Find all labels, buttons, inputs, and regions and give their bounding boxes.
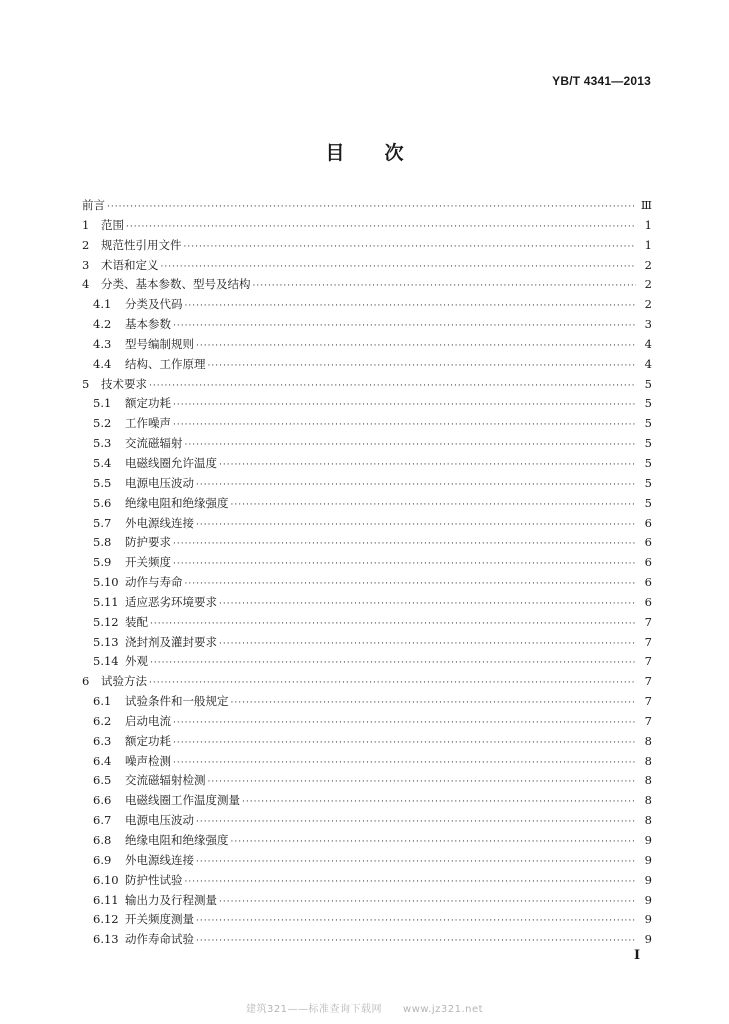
toc-entry[interactable] — [82, 672, 652, 692]
toc-entry-number: 6.12 — [93, 912, 119, 927]
toc-entry-number: 5.14 — [93, 654, 119, 669]
toc-entry[interactable] — [82, 573, 652, 593]
toc-entry-number: 5.10 — [93, 575, 119, 590]
toc-entry-page: 8 — [644, 773, 652, 788]
toc-entry[interactable] — [82, 871, 652, 891]
toc-entry-label: 电磁线圈工作温度测量 — [125, 793, 240, 808]
toc-entry-label: 术语和定义 — [101, 257, 159, 272]
toc-entry-label: 电源电压波动 — [125, 475, 194, 490]
toc-leader-dots — [185, 436, 637, 456]
toc-entry-number: 6.13 — [93, 932, 119, 947]
toc-entry-label: 绝缘电阻和绝缘强度 — [125, 495, 229, 510]
toc-entry[interactable] — [82, 335, 652, 355]
toc-entry-label: 防护性试验 — [125, 872, 183, 887]
toc-entry[interactable] — [82, 652, 652, 672]
toc-entry-page: 5 — [644, 416, 652, 431]
toc-entry[interactable] — [82, 315, 652, 335]
toc-entry-label: 适应恶劣环境要求 — [125, 594, 217, 609]
toc-entry-number: 5.12 — [93, 614, 119, 629]
toc-leader-dots — [173, 317, 636, 337]
toc-leader-dots — [185, 297, 637, 317]
toc-entry-page: 5 — [644, 455, 652, 470]
toc-entry-label: 开关频度 — [125, 555, 171, 570]
toc-leader-dots — [208, 773, 637, 793]
toc-entry-page: 2 — [644, 257, 652, 272]
toc-entry-page: 6 — [644, 555, 652, 570]
toc-entry[interactable] — [82, 692, 652, 712]
toc-entry-label: 输出力及行程测量 — [125, 892, 217, 907]
toc-entry-page: 9 — [644, 852, 652, 867]
toc-leader-dots — [196, 813, 636, 833]
toc-entry[interactable] — [82, 712, 652, 732]
toc-leader-dots — [173, 535, 636, 555]
toc-entry-page: 8 — [644, 813, 652, 828]
toc-entry-number: 6.6 — [93, 793, 112, 808]
toc-entry[interactable] — [82, 811, 652, 831]
toc-entry-label: 工作噪声 — [125, 416, 171, 431]
toc-entry-page: 2 — [644, 277, 652, 292]
toc-leader-dots — [219, 635, 636, 655]
toc-leader-dots — [196, 853, 636, 873]
toc-entry[interactable] — [82, 930, 652, 950]
toc-entry-page: 4 — [644, 336, 652, 351]
table-of-contents — [82, 196, 652, 950]
toc-entry-label: 范围 — [101, 217, 124, 232]
toc-entry-number: 6.2 — [93, 713, 112, 728]
toc-entry-label: 外观 — [125, 654, 148, 669]
toc-entry-number: 5.9 — [93, 555, 112, 570]
toc-entry-label: 分类、基本参数、型号及结构 — [101, 277, 251, 292]
toc-entry[interactable] — [82, 771, 652, 791]
toc-entry[interactable] — [82, 752, 652, 772]
toc-entry-page: 5 — [644, 436, 652, 451]
toc-entry-label: 绝缘电阻和绝缘强度 — [125, 833, 229, 847]
toc-entry-page: 7 — [644, 634, 652, 649]
toc-entry-label: 电源电压波动 — [125, 813, 194, 828]
toc-entry-page: 8 — [644, 753, 652, 768]
toc-entry[interactable] — [82, 355, 652, 375]
toc-leader-dots — [185, 575, 637, 595]
toc-entry-number: 4.4 — [93, 356, 112, 371]
toc-entry[interactable] — [82, 593, 652, 613]
toc-leader-dots — [231, 833, 637, 853]
toc-entry-number: 4 — [82, 277, 90, 292]
toc-entry[interactable] — [82, 732, 652, 752]
toc-leader-dots — [149, 377, 636, 397]
toc-entry-page: 2 — [644, 297, 652, 312]
toc-leader-dots — [173, 714, 636, 734]
toc-entry-number: 6.4 — [93, 753, 112, 768]
toc-entry-number: 5.5 — [93, 475, 112, 490]
toc-leader-dots — [150, 654, 636, 674]
toc-entry[interactable] — [82, 375, 652, 395]
toc-leader-dots — [150, 615, 636, 635]
toc-entry-number: 6.9 — [93, 852, 112, 867]
toc-leader-dots — [253, 277, 637, 297]
toc-entry[interactable] — [82, 514, 652, 534]
toc-entry-page: 8 — [644, 793, 652, 808]
toc-entry-label: 启动电流 — [125, 713, 171, 728]
toc-entry-page: 7 — [644, 614, 652, 629]
toc-entry[interactable] — [82, 394, 652, 414]
toc-entry-number: 5.4 — [93, 455, 112, 470]
toc-leader-dots — [107, 198, 636, 218]
toc-entry[interactable] — [82, 553, 652, 573]
toc-entry[interactable] — [82, 275, 652, 295]
toc-leader-dots — [242, 793, 636, 813]
toc-entry[interactable] — [82, 533, 652, 553]
toc-entry-label: 试验方法 — [101, 674, 147, 689]
toc-entry-page: 3 — [644, 317, 652, 332]
toc-leader-dots — [196, 932, 636, 952]
toc-entry-page: 6 — [644, 515, 652, 530]
toc-entry-page: 7 — [644, 694, 652, 709]
standard-number: YB/T 4341—2013 — [552, 74, 651, 88]
toc-entry-number: 6 — [82, 674, 90, 689]
toc-leader-dots — [185, 873, 637, 893]
toc-entry-page: 5 — [644, 396, 652, 411]
toc-entry-page: 4 — [644, 356, 652, 371]
toc-entry-label: 动作与寿命 — [125, 575, 183, 590]
toc-entry-number: 6.3 — [93, 733, 112, 748]
toc-entry[interactable] — [82, 474, 652, 494]
toc-leader-dots — [196, 337, 636, 357]
toc-entry-page: 6 — [644, 575, 652, 590]
toc-entry-number: 4.1 — [93, 297, 112, 312]
toc-leader-dots — [173, 396, 636, 416]
toc-entry[interactable] — [82, 216, 652, 236]
toc-entry-label: 电磁线圈允许温度 — [125, 455, 217, 470]
toc-entry[interactable] — [82, 891, 652, 911]
toc-entry-page: 9 — [644, 872, 652, 887]
toc-entry-page: 5 — [644, 376, 652, 391]
toc-entry-page: 7 — [644, 674, 652, 689]
toc-entry[interactable] — [82, 851, 652, 871]
toc-entry-label: 外电源线连接 — [125, 852, 194, 867]
toc-leader-dots — [231, 496, 637, 516]
toc-entry-page: Ⅲ — [640, 198, 652, 212]
toc-entry-page: 1 — [644, 237, 652, 252]
toc-entry-number: 6.8 — [93, 833, 112, 847]
toc-entry[interactable] — [82, 831, 652, 851]
toc-entry[interactable] — [82, 434, 652, 454]
toc-entry-label: 浇封剂及灌封要求 — [125, 634, 217, 649]
toc-entry-label: 规范性引用文件 — [101, 237, 182, 252]
toc-entry-number: 5.2 — [93, 416, 112, 431]
toc-leader-dots — [231, 694, 637, 714]
toc-leader-dots — [219, 893, 636, 913]
toc-entry[interactable] — [82, 196, 652, 216]
toc-leader-dots — [173, 416, 636, 436]
toc-entry-number: 5 — [82, 376, 90, 391]
toc-entry-label: 防护要求 — [125, 535, 171, 550]
toc-entry-page: 5 — [644, 475, 652, 490]
toc-entry-label: 技术要求 — [101, 376, 147, 391]
toc-entry-page: 7 — [644, 713, 652, 728]
toc-entry-label: 交流磁辐射 — [125, 436, 183, 451]
toc-entry-number: 4.3 — [93, 336, 112, 351]
toc-entry-number: 5.7 — [93, 515, 112, 530]
toc-leader-dots — [173, 555, 636, 575]
toc-entry-number: 5.1 — [93, 396, 112, 411]
toc-entry[interactable] — [82, 256, 652, 276]
toc-leader-dots — [126, 218, 636, 238]
toc-entry-page: 5 — [644, 495, 652, 510]
toc-entry-page: 8 — [644, 733, 652, 748]
toc-entry[interactable] — [82, 494, 652, 514]
toc-entry-number: 5.11 — [93, 594, 119, 609]
toc-entry-number: 3 — [82, 257, 90, 272]
toc-entry-label: 交流磁辐射检测 — [125, 773, 206, 788]
toc-entry-page: 6 — [644, 535, 652, 550]
toc-leader-dots — [173, 754, 636, 774]
toc-entry-label: 试验条件和一般规定 — [125, 694, 229, 709]
toc-leader-dots — [173, 734, 636, 754]
toc-entry-page: 6 — [644, 594, 652, 609]
toc-entry-label: 前言 — [82, 198, 105, 212]
toc-entry[interactable] — [82, 414, 652, 434]
toc-entry-page: 9 — [644, 932, 652, 947]
toc-entry[interactable] — [82, 236, 652, 256]
toc-entry[interactable] — [82, 454, 652, 474]
toc-entry-page: 9 — [644, 892, 652, 907]
page-number: I — [634, 948, 641, 963]
toc-entry-number: 2 — [82, 237, 90, 252]
toc-leader-dots — [219, 595, 636, 615]
toc-leader-dots — [196, 912, 636, 932]
toc-entry-number: 5.3 — [93, 436, 112, 451]
toc-leader-dots — [184, 238, 637, 258]
toc-entry-label: 噪声检测 — [125, 753, 171, 768]
toc-entry[interactable] — [82, 910, 652, 930]
toc-leader-dots — [208, 357, 637, 377]
toc-entry-number: 6.5 — [93, 773, 112, 788]
toc-entry-page: 1 — [644, 217, 652, 232]
toc-leader-dots — [196, 516, 636, 536]
toc-entry-page: 9 — [644, 833, 652, 847]
toc-entry-label: 动作寿命试验 — [125, 932, 194, 947]
toc-entry-label: 分类及代码 — [125, 297, 183, 312]
page-title: 目次 — [325, 142, 444, 164]
toc-entry[interactable] — [82, 633, 652, 653]
toc-entry-number: 6.10 — [93, 872, 119, 887]
toc-entry-label: 结构、工作原理 — [125, 356, 206, 371]
toc-entry-number: 6.1 — [93, 694, 112, 709]
toc-entry[interactable] — [82, 791, 652, 811]
toc-entry-number: 6.11 — [93, 892, 119, 907]
toc-entry-number: 1 — [82, 217, 90, 232]
toc-entry-label: 开关频度测量 — [125, 912, 194, 927]
toc-entry-label: 基本参数 — [125, 317, 171, 332]
toc-entry-label: 型号编制规则 — [125, 336, 194, 351]
toc-entry-number: 5.8 — [93, 535, 112, 550]
toc-entry-page: 9 — [644, 912, 652, 927]
toc-entry-page: 7 — [644, 654, 652, 669]
toc-entry-label: 装配 — [125, 614, 148, 629]
toc-entry[interactable] — [82, 613, 652, 633]
toc-entry-label: 外电源线连接 — [125, 515, 194, 530]
toc-entry-number: 4.2 — [93, 317, 112, 332]
toc-entry[interactable] — [82, 295, 652, 315]
toc-entry-number: 5.13 — [93, 634, 119, 649]
watermark-footer: 建筑321——标准查询下载网 www.jz321.net — [245, 1004, 484, 1015]
toc-leader-dots — [219, 456, 636, 476]
toc-leader-dots — [196, 476, 636, 496]
toc-entry-number: 6.7 — [93, 813, 112, 828]
toc-entry-label: 额定功耗 — [125, 733, 171, 748]
toc-entry-label: 额定功耗 — [125, 396, 171, 411]
toc-entry-number: 5.6 — [93, 495, 112, 510]
